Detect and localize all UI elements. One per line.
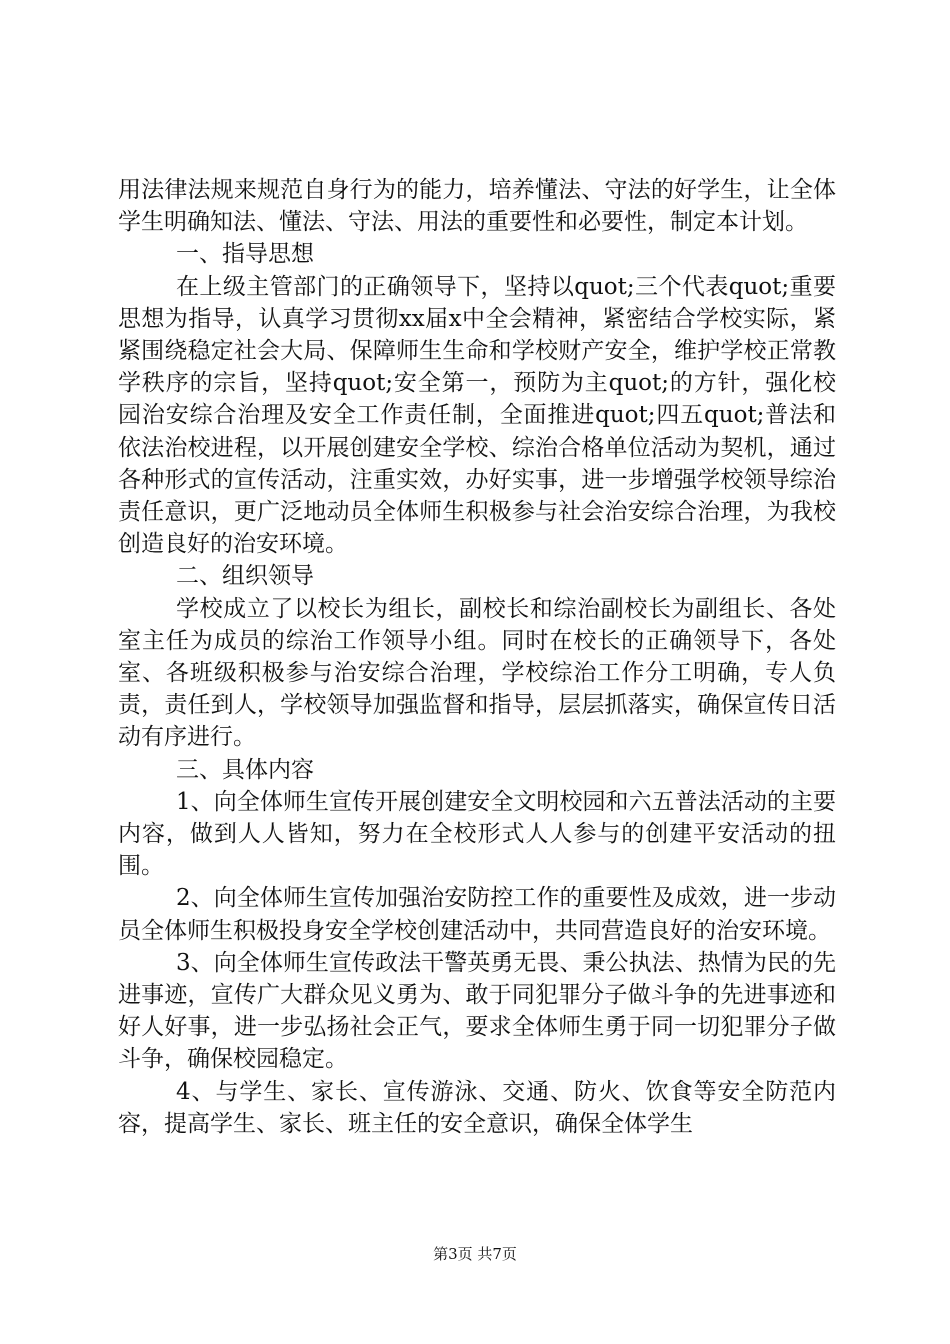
document-body: [118, 174, 836, 1140]
paragraph-organization: 学校成立了以校长为组长，副校长和综治副校长为副组长、各处室主任为成员的综治工作领导小组。同时在校长的正确领导下，各处室、各班级积极参与治安综合治理，学校综治工作分工明确，专人负责，责任到人，学校领导加强监督和指导，层层抓落实，确保宣传日活动有序进行。: [118, 595, 836, 751]
list-item-content-3: 3、向全体师生宣传政法干警英勇无畏、秉公执法、热情为民的先进事迹，宣传广大群众见义勇为、敢于同犯罪分子做斗争的先进事迹和好人好事，进一步弘扬社会正气，要求全体师生勇于同一切犯罪分子做斗争，确保校园稳定。: [118, 949, 836, 1073]
section-heading-organization: 二、组织领导: [176, 563, 314, 590]
paragraph-intro: 用法律法规来规范自身行为的能力，培养懂法、守法的好学生，让全体学生明确知法、懂法、守法、用法的重要性和必要性，制定本计划。: [118, 177, 836, 236]
list-item-content-1: 1、向全体师生宣传开展创建安全文明校园和六五普法活动的主要内容，做到人人皆知，努力在全校形式人人参与的创建平安活动的扭围。: [118, 788, 836, 880]
section-heading-content: 三、具体内容: [176, 756, 314, 783]
page-number-footer: 第3页 共7页: [433, 1245, 517, 1263]
list-item-content-2: 2、向全体师生宣传加强治安防控工作的重要性及成效，进一步动员全体师生积极投身安全学校创建活动中，共同营造良好的治安环境。: [118, 885, 836, 944]
section-heading-guiding-thought: 一、指导思想: [176, 241, 314, 268]
paragraph-guiding-thought: 在上级主管部门的正确领导下，坚持以quot;三个代表quot;重要思想为指导，认真学习贯彻xx届x中全会精神，紧密结合学校实际，紧紧围绕稳定社会大局、保障师生生命和学校财产安全，维护学校正常教学秩序的宗旨，坚持quot;安全第一，预防为主quot;的方针，强化校园治安综合治理及安全工作责任制，全面推进quot;四五quot;普法和依法治校进程，以开展创建安全学校、综治合格单位活动为契机，通过各种形式的宣传活动，注重实效，办好实事，进一步增强学校领导综治责任意识，更广泛地动员全体师生积极参与社会治安综合治理，为我校创造良好的治安环境。: [118, 273, 836, 558]
list-item-content-4: 4、与学生、家长、宣传游泳、交通、防火、饮食等安全防范内容，提高学生、家长、班主任的安全意识，确保全体学生: [118, 1078, 836, 1137]
